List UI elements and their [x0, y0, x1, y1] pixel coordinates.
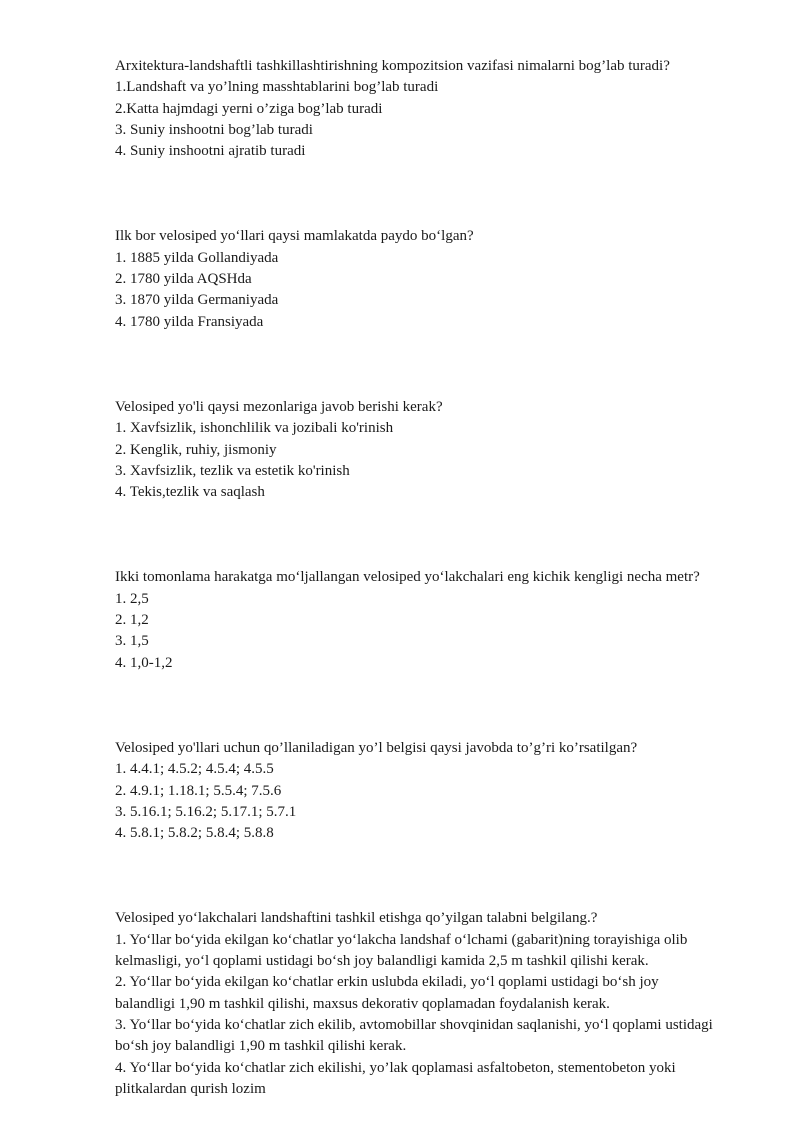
answer-option: 1. 1885 yilda Gollandiyada [115, 249, 279, 266]
answer-option: 2. Yo‘llar bo‘yida ekilgan ko‘chatlar erkin uslubda ekiladi, yo‘l qoplami ustidagi bo‘sh joy balandligi 1,90 m tashkil qilishi, maxsus dekorativ qoplamadan foydalanish kerak. [115, 974, 659, 1012]
question-block-5 [115, 738, 715, 844]
answer-option: 2. 1780 yilda AQSHda [115, 271, 252, 288]
question-block-2 [115, 226, 715, 332]
question-text: Velosiped yo'li qaysi mezonlariga javob berishi kerak? [115, 398, 443, 415]
answer-option: 1. 4.4.1; 4.5.2; 4.5.4; 4.5.5 [115, 761, 274, 778]
answer-option: 1.Landshaft va yo’lning masshtablarini bog’lab turadi [115, 79, 439, 96]
answer-option: 1. Xavfsizlik, ishonchlilik va jozibali ko'rinish [115, 420, 394, 437]
answer-option: 3. Xavfsizlik, tezlik va estetik ko'rinish [115, 462, 350, 479]
answer-option: 3. 1,5 [115, 633, 149, 650]
answer-option: 3. 1870 yilda Germaniyada [115, 292, 279, 309]
question-text: Velosiped yo‘lakchalari landshaftini tashkil etishga qo’yilgan talabni belgilang.? [115, 910, 598, 927]
answer-option: 4. 5.8.1; 5.8.2; 5.8.4; 5.8.8 [115, 825, 274, 842]
question-block-1 [115, 56, 715, 162]
question-text: Arxitektura-landshaftli tashkillashtirishning kompozitsion vazifasi nimalarni bog’lab turadi? [115, 58, 670, 74]
answer-option: 2. 4.9.1; 1.18.1; 5.5.4; 7.5.6 [115, 782, 282, 799]
question-block-3 [115, 397, 715, 503]
question-text: Ikki tomonlama harakatga mo‘ljallangan velosiped yo‘lakchalari eng kichik kengligi necha metr? [115, 569, 700, 586]
answer-option: 4. Tekis,tezlik va saqlash [115, 484, 265, 501]
answer-option: 3. Suniy inshootni bog’lab turadi [115, 121, 313, 138]
document-page [115, 56, 715, 1100]
answer-option: 3. Yo‘llar bo‘yida ko‘chatlar zich ekilib, avtomobillar shovqinidan saqlanishi, yo‘l qoplami ustidagi bo‘sh joy balandligi 1,90 m tashkil qilishi kerak. [115, 1016, 713, 1055]
answer-option: 4. 1780 yilda Fransiyada [115, 313, 264, 330]
answer-option: 1. Yo‘llar bo‘yida ekilgan ko‘chatlar yo‘lakcha landshaf o‘lchami (gabarit)ning torayishiga olib kelmasligi, yo‘l qoplami ustidagi bo‘sh joy balandligi kamida 2,5 m tashkil qilishi kerak. [115, 931, 688, 970]
answer-option: 2. Kenglik, ruhiy, jismoniy [115, 441, 277, 458]
answer-option: 4. Yo‘llar bo‘yida ko‘chatlar zich ekilishi, yo’lak qoplamasi asfaltobeton, stementobeton yoki plitkalardan qurish lozim [115, 1059, 676, 1097]
question-text: Ilk bor velosiped yo‘llari qaysi mamlakatda paydo bo‘lgan? [115, 228, 474, 245]
question-block-6 [115, 908, 715, 1100]
answer-option: 3. 5.16.1; 5.16.2; 5.17.1; 5.7.1 [115, 803, 297, 820]
answer-option: 2. 1,2 [115, 612, 149, 629]
answer-option: 2.Katta hajmdagi yerni o’ziga bog’lab turadi [115, 100, 383, 117]
question-block-4 [115, 567, 715, 673]
answer-option: 4. Suniy inshootni ajratib turadi [115, 143, 306, 160]
answer-option: 4. 1,0-1,2 [115, 654, 173, 671]
question-text: Velosiped yo'llari uchun qo’llaniladigan yo’l belgisi qaysi javobda to’g’ri ko’rsatilgan? [115, 739, 638, 756]
answer-option: 1. 2,5 [115, 590, 149, 607]
